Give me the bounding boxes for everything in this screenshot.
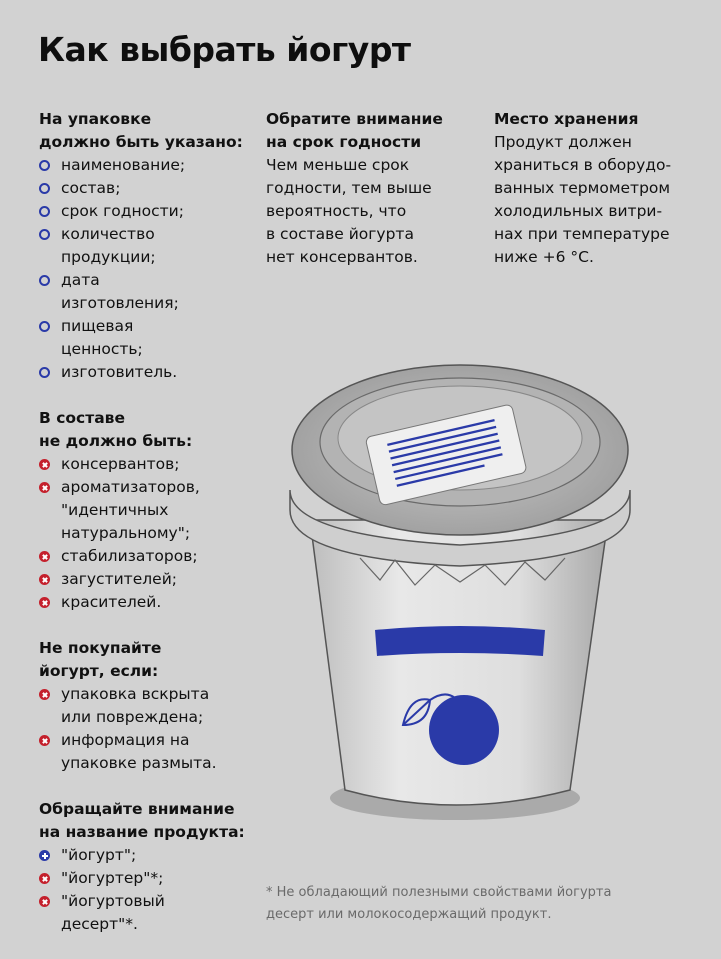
do-not-buy-list <box>39 683 259 775</box>
list-item: "йогурт"; <box>39 844 259 867</box>
section-heading: йогурт, если: <box>39 662 159 680</box>
expiry-heading: на срок годности <box>266 133 422 151</box>
cross-bullet-icon <box>39 689 50 700</box>
list-item: пищевая ценность; <box>39 315 181 361</box>
ring-bullet-icon <box>39 321 50 332</box>
list-item: загустителей; <box>39 568 259 591</box>
expiry-text-line: в составе йогурта <box>266 225 414 243</box>
cross-bullet-icon <box>39 459 50 470</box>
section-heading: должно быть указано: <box>39 133 243 151</box>
storage-text-line: ванных термометром <box>494 179 671 197</box>
section-do-not-buy <box>39 637 259 775</box>
expiry-text-line: вероятность, что <box>266 202 407 220</box>
storage-text-line: холодильных витри- <box>494 202 663 220</box>
column-2 <box>266 108 476 269</box>
cross-bullet-icon <box>39 896 50 907</box>
storage-text-line: ниже +6 °С. <box>494 248 594 266</box>
list-item: информация на упаковке размыта. <box>39 729 251 775</box>
expiry-text-line: нет консервантов. <box>266 248 418 266</box>
expiry-text-line: Чем меньше срок <box>266 156 410 174</box>
list-item: изготовитель. <box>39 361 259 384</box>
footnote: * Не обладающий полезными свойствами йогурта десерт или молокосодержащий продукт. <box>266 885 612 922</box>
cross-bullet-icon <box>39 597 50 608</box>
list-item: срок годности; <box>39 200 259 223</box>
list-item: наименование; <box>39 154 259 177</box>
list-item: состав; <box>39 177 259 200</box>
section-heading: На упаковке <box>39 110 152 128</box>
forbidden-ingredients-list <box>39 453 259 614</box>
page-title: Как выбрать йогурт <box>38 30 411 69</box>
cup-stripe <box>375 626 545 656</box>
column-3 <box>494 108 709 269</box>
storage-text-line: нах при температуре <box>494 225 670 243</box>
ring-bullet-icon <box>39 183 50 194</box>
section-heading: на название продукта: <box>39 823 245 841</box>
plus-bullet-icon <box>39 850 50 861</box>
cross-bullet-icon <box>39 482 50 493</box>
section-composition <box>39 407 259 614</box>
section-heading: В составе <box>39 409 125 427</box>
berry-circle <box>429 695 499 765</box>
list-item: ароматизаторов, "идентичных натуральному"; <box>39 476 221 545</box>
cross-bullet-icon <box>39 873 50 884</box>
cross-bullet-icon <box>39 574 50 585</box>
column-1 <box>39 108 259 959</box>
list-item: стабилизаторов; <box>39 545 259 568</box>
list-item: консервантов; <box>39 453 259 476</box>
list-item: количество продукции; <box>39 223 191 269</box>
list-item: "йогуртер"*; <box>39 867 259 890</box>
expiry-text-line: годности, тем выше <box>266 179 432 197</box>
section-package-info <box>39 108 259 384</box>
product-name-list <box>39 844 259 936</box>
list-item: дата изготовления; <box>39 269 191 315</box>
storage-text-line: Продукт должен <box>494 133 632 151</box>
section-heading: не должно быть: <box>39 432 193 450</box>
section-heading: Не покупайте <box>39 639 162 657</box>
section-product-name <box>39 798 259 936</box>
ring-bullet-icon <box>39 367 50 378</box>
cross-bullet-icon <box>39 735 50 746</box>
ring-bullet-icon <box>39 275 50 286</box>
list-item: упаковка вскрыта или повреждена; <box>39 683 231 729</box>
storage-heading: Место хранения <box>494 110 639 128</box>
ring-bullet-icon <box>39 160 50 171</box>
list-item: "йогуртовый десерт"*. <box>39 890 191 936</box>
required-info-list <box>39 154 259 384</box>
list-item: красителей. <box>39 591 259 614</box>
yogurt-cup-illustration <box>270 310 650 830</box>
section-heading: Обращайте внимание <box>39 800 235 818</box>
ring-bullet-icon <box>39 229 50 240</box>
ring-bullet-icon <box>39 206 50 217</box>
cross-bullet-icon <box>39 551 50 562</box>
storage-text-line: храниться в оборудо- <box>494 156 672 174</box>
expiry-heading: Обратите внимание <box>266 110 443 128</box>
